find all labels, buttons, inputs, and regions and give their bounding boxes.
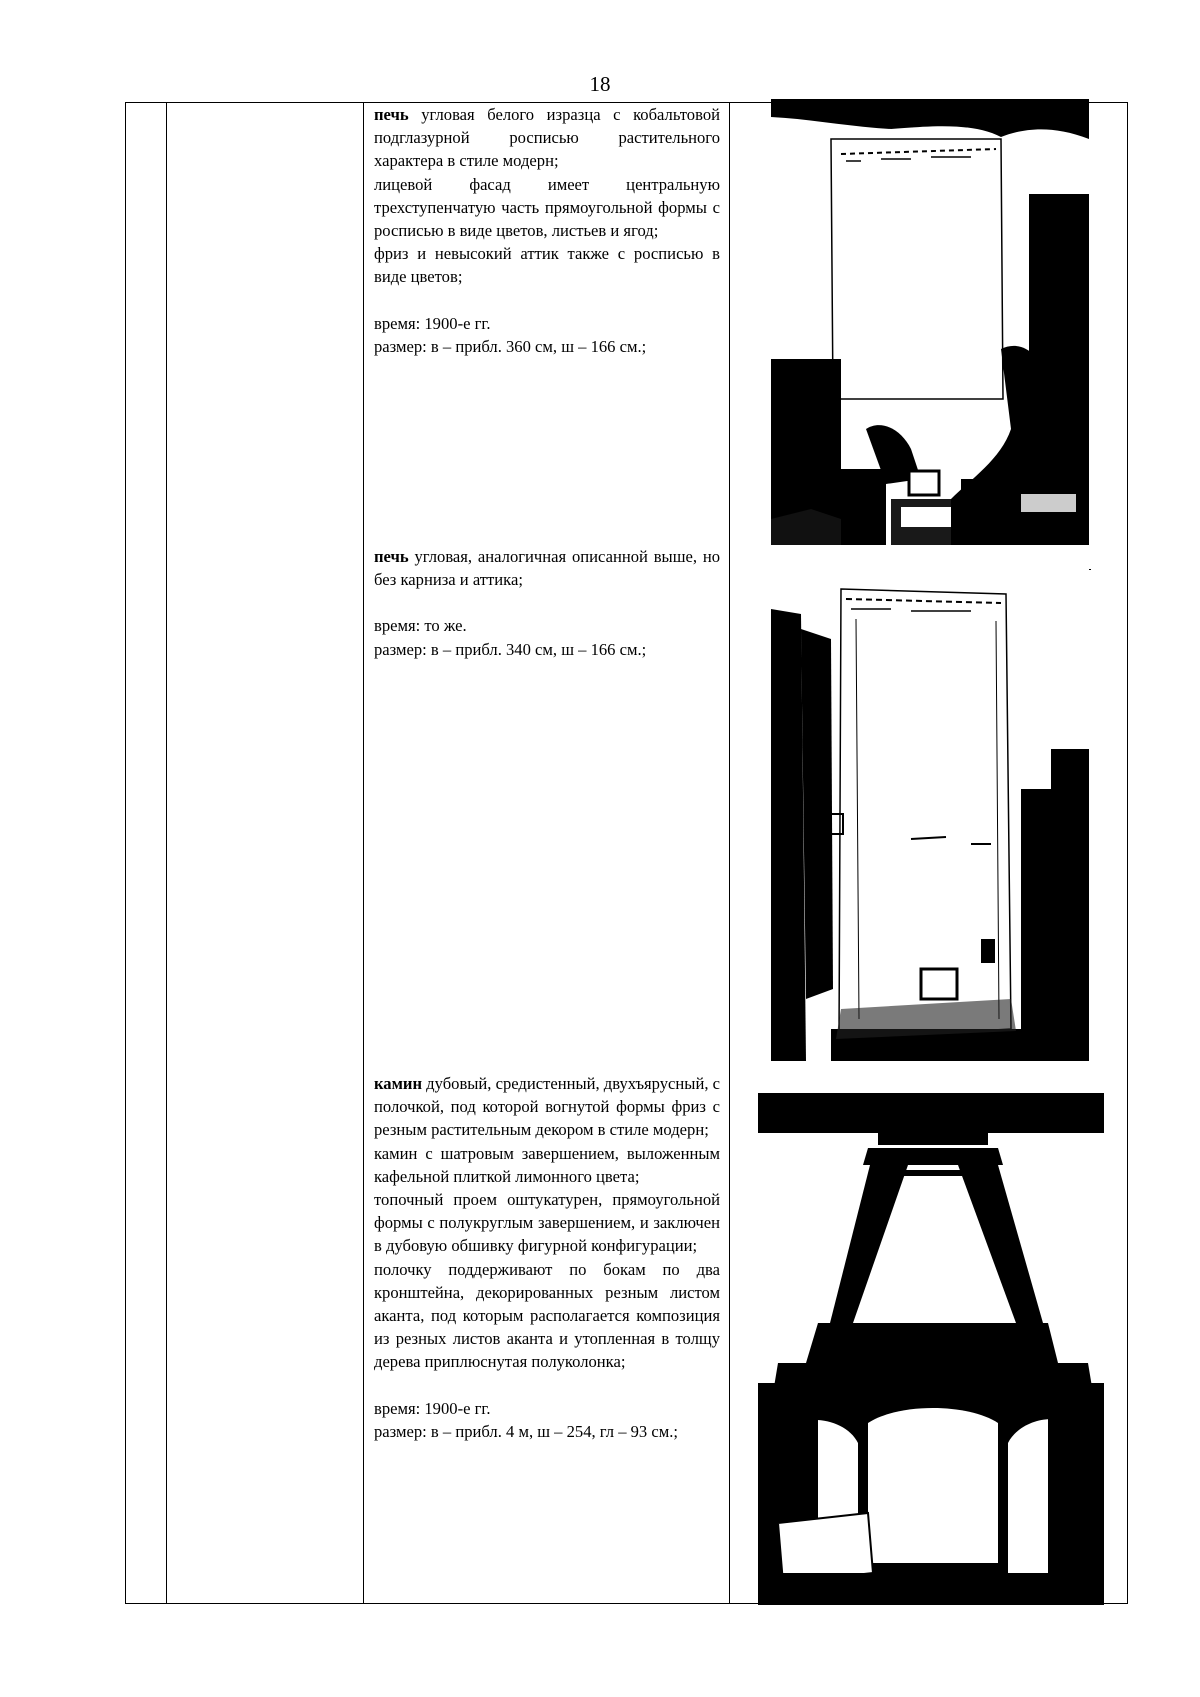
item-title: печь (374, 105, 409, 124)
description-paragraph (374, 1258, 720, 1374)
description-paragraph (374, 545, 720, 591)
description-text: угловая, аналогичная описанной выше, но без карниза и аттика; (374, 547, 720, 590)
item-title: камин (374, 1074, 423, 1093)
description-text: камин с шатровым завершением, выложенным кафельной плиткой лимонного цвета; (374, 1143, 720, 1186)
description-text: угловая белого изразца с кобальтовой подглазурной росписью растительного характера в стиле модерн; (374, 105, 720, 171)
description-paragraph (374, 173, 720, 243)
description-paragraph (374, 103, 720, 173)
fireplace-photo (758, 1093, 1104, 1605)
time-line: время: то же. (374, 616, 467, 636)
stove-photo-2-image (771, 569, 1089, 1061)
time-line: время: 1900-е гг. (374, 313, 491, 333)
fireplace-photo-image (758, 1093, 1104, 1605)
description-cell-fireplace (374, 1072, 720, 1443)
stove-photo-1-image (771, 99, 1089, 545)
description-text: полочку поддерживают по бокам по два кронштейна, декорированных резным листом аканта, под которым располагается композиция из резных листов аканта и утопленная в толщу дерева приплюснутая полуколонка; (374, 1259, 720, 1372)
item-title: печь (374, 547, 409, 566)
stove-photo-1 (771, 99, 1089, 545)
description-text: лицевой фасад имеет центральную трехступенчатую часть прямоугольной формы с росписью в виде цветов, листьев и ягод; (374, 174, 720, 241)
description-paragraph (374, 1142, 720, 1188)
size-line: размер: в – прибл. 360 см, ш – 166 см.; (374, 336, 647, 356)
description-cell-stove-2 (374, 545, 720, 661)
stove-photo-2 (771, 569, 1089, 1061)
time-line: время: 1900-е гг. (374, 1398, 491, 1418)
description-cell-stove-1 (374, 103, 720, 358)
description-paragraph (374, 242, 720, 288)
description-text: топочный проем оштукатурен, прямоугольной формы с полукруглым завершением, и заключен в дубовую обшивку фигурной конфигурации; (374, 1190, 720, 1256)
size-line: размер: в – прибл. 4 м, ш – 254, гл – 93 см.; (374, 1421, 679, 1441)
column-divider (363, 103, 364, 1603)
page-number: 18 (589, 72, 611, 96)
description-paragraph (374, 1072, 720, 1142)
column-divider (166, 103, 167, 1603)
description-paragraph (374, 1188, 720, 1258)
description-text: фриз и невысокий аттик также с росписью в виде цветов; (374, 244, 720, 287)
description-text: дубовый, средистенный, двухъярусный, с полочкой, под которой вогнутой формы фриз с резным растительным декором в стиле модерн; (374, 1074, 720, 1140)
column-divider (729, 103, 730, 1603)
size-line: размер: в – прибл. 340 см, ш – 166 см.; (374, 639, 647, 659)
inventory-table (125, 102, 1128, 1604)
